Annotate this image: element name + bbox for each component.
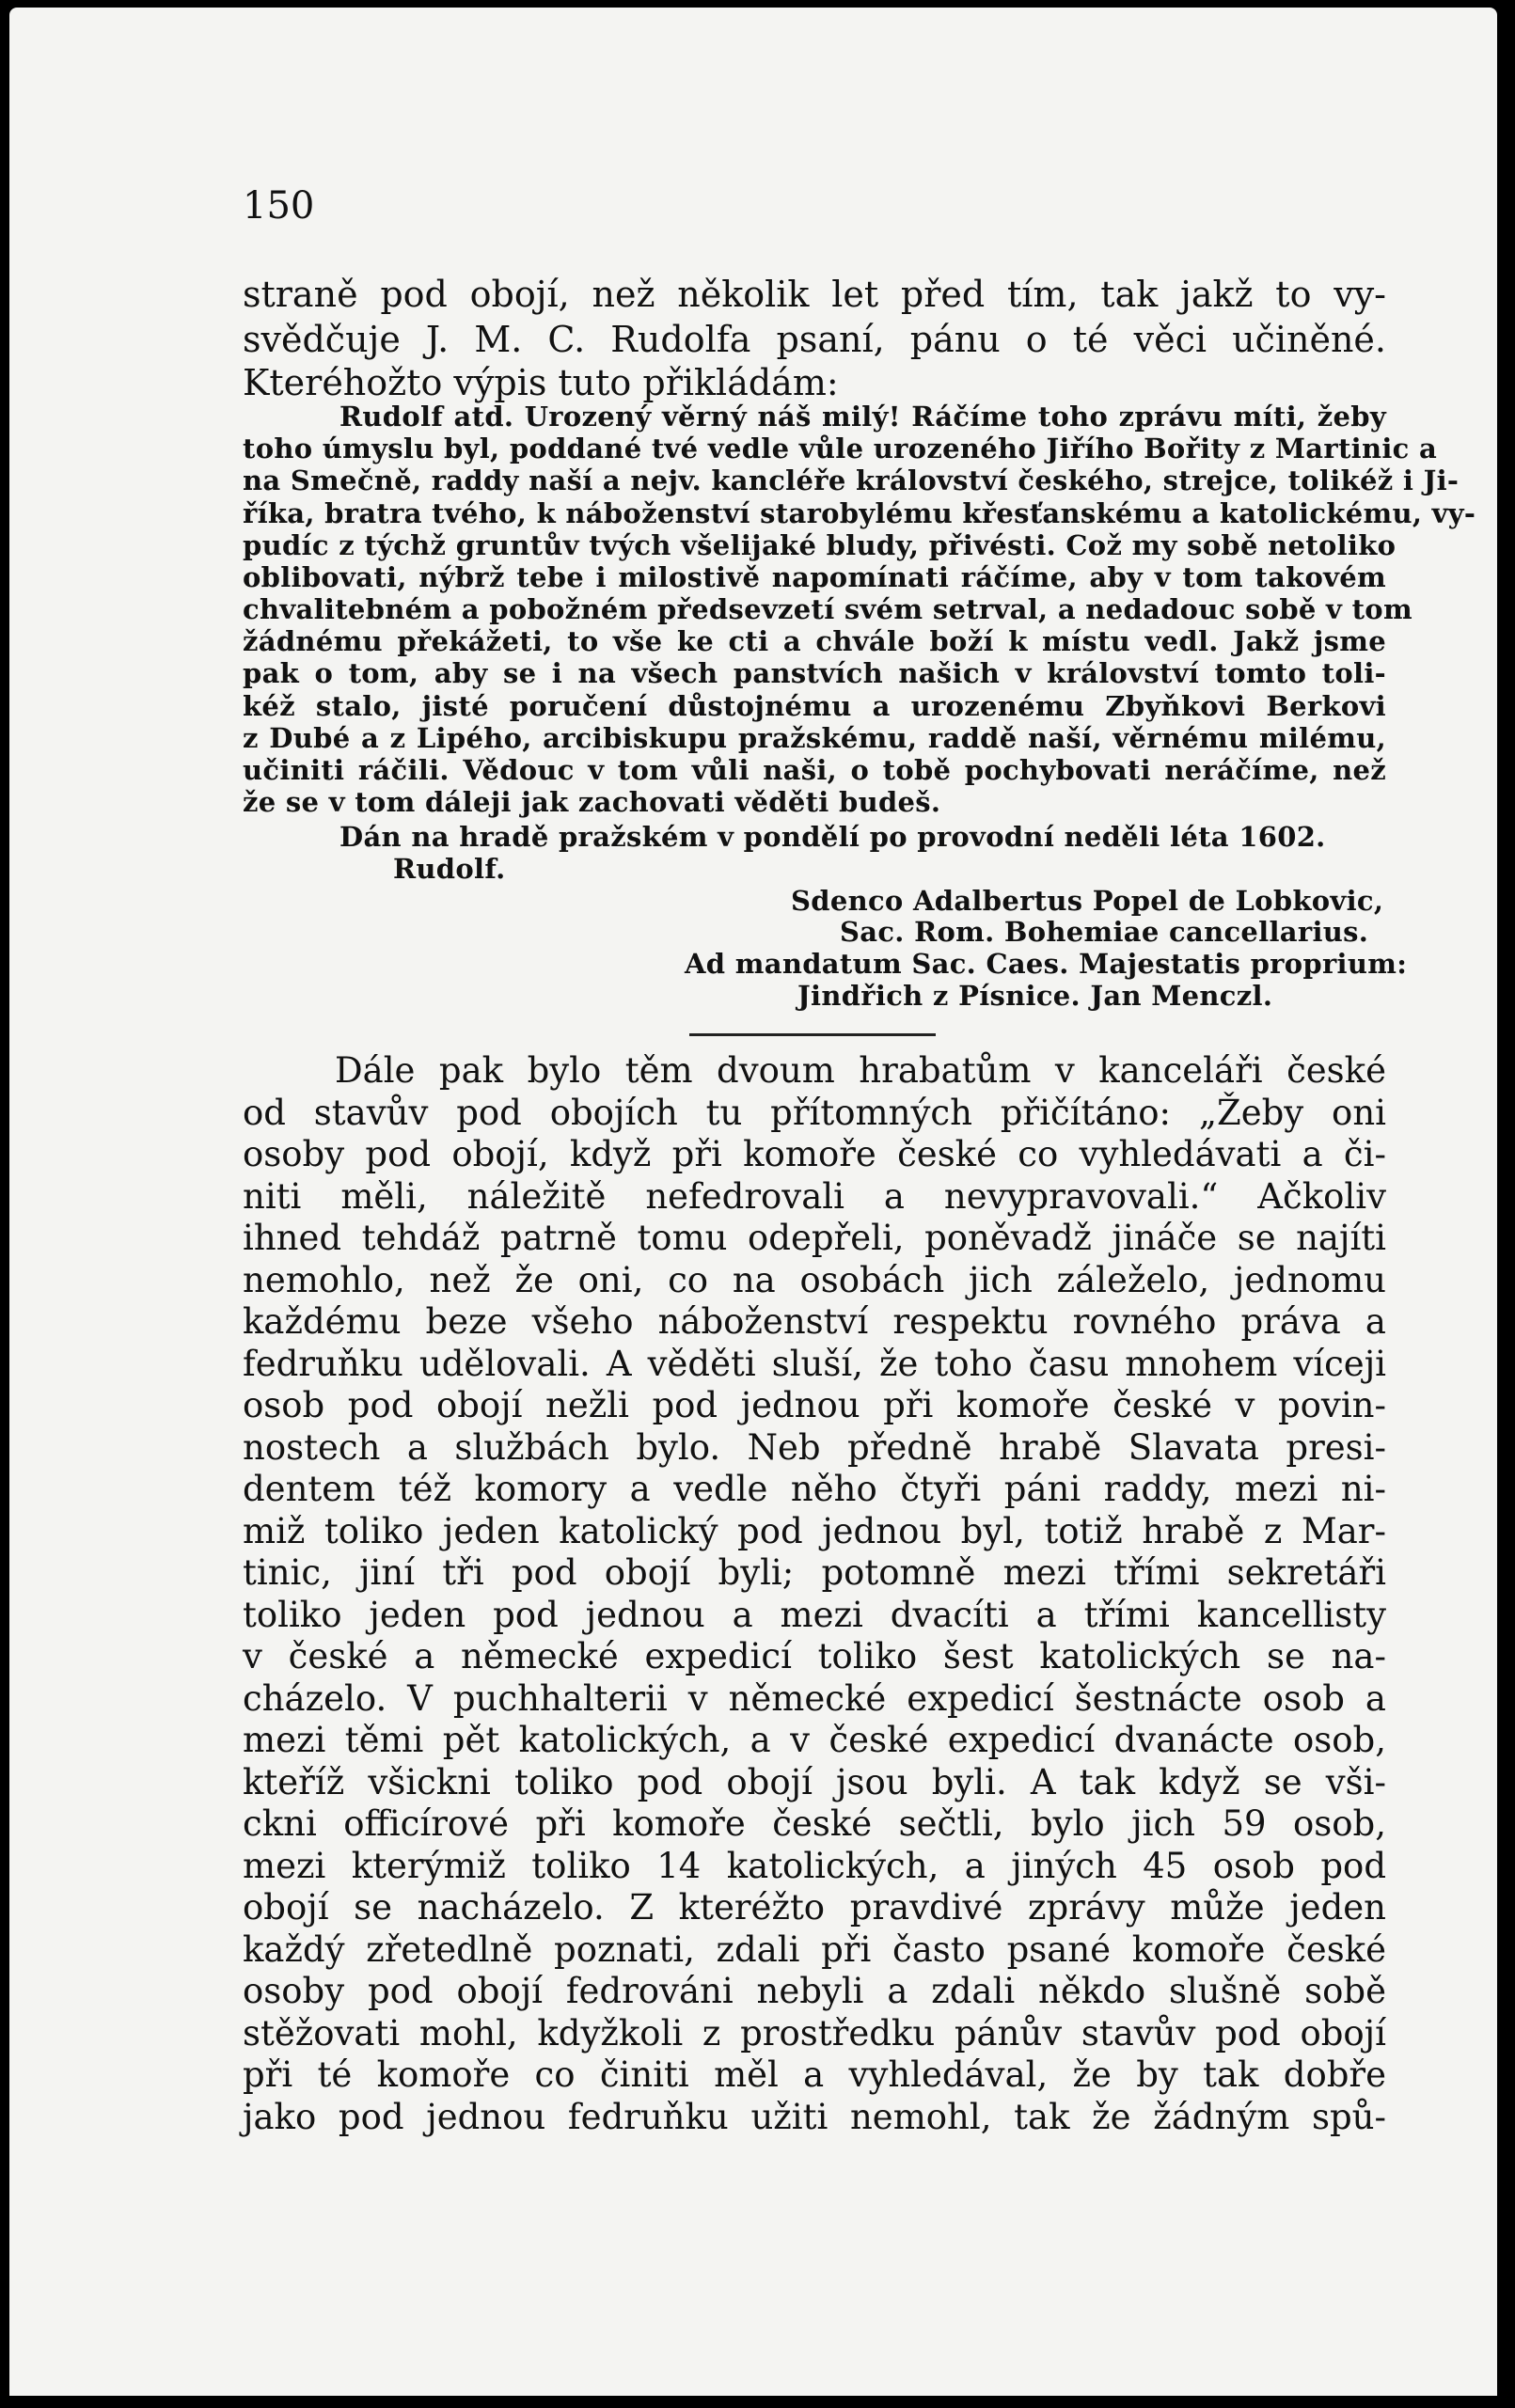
page-number: 150 bbox=[243, 184, 315, 228]
secretaries-line: Jindřich z Písnice. Jan Menczl. bbox=[797, 980, 1273, 1012]
letter-date: Dán na hradě pražském v pondělí po provodní neděli léta 1602. bbox=[339, 821, 1326, 853]
text-line: chvalitebném a pobožném předsevzetí svém setrval, a nedadouc sobě v tom bbox=[243, 593, 1412, 625]
text-line: niti měli, náležitě nefedrovali a nevypravovali.“ Ačkoliv bbox=[243, 1176, 1386, 1217]
text-line: na Smečně, raddy naší a nejv. kancléře království českého, strejce, tolikéž i Ji- bbox=[243, 464, 1460, 496]
mandatum-line: Ad mandatum Sac. Caes. Majestatis proprium: bbox=[685, 948, 1408, 980]
text-line: žádnému překážeti, to vše ke cti a chvále boží k místu vedl. Jakž jsme bbox=[243, 625, 1386, 657]
text-line: mezi kterýmiž toliko 14 katolických, a jiných 45 osob pod bbox=[243, 1846, 1386, 1886]
text-line: kéž stalo, jisté poručení důstojnému a urozenému Zbyňkovi Berkovi bbox=[243, 690, 1386, 722]
text-line: nemohlo, než že oni, co na osobách jich záleželo, jednomu bbox=[243, 1260, 1386, 1300]
text-line: cházelo. V puchhalterii v německé expedicí šestnácte osob a bbox=[243, 1678, 1386, 1719]
text-line: kteříž všickni toliko pod obojí jsou byli. A tak když se vši- bbox=[243, 1762, 1386, 1802]
text-line: tinic, jiní tři pod obojí byli; potomně mezi třími sekretáři bbox=[243, 1552, 1386, 1593]
text-line: osoby pod obojí, když při komoře české co vyhledávati a či- bbox=[243, 1134, 1386, 1174]
text-line: při té komoře co činiti měl a vyhledával, že by tak dobře bbox=[243, 2054, 1386, 2095]
text-line: každý zřetedlně poznati, zdali při často psané komoře české bbox=[243, 1929, 1386, 1970]
text-line: Kteréhožto výpis tuto přikládám: bbox=[243, 362, 839, 403]
text-line: ihned tehdáž patrně tomu odepřeli, poněvadž jináče se najíti bbox=[243, 1218, 1386, 1258]
text-line: mezi těmi pět katolických, a v české expedicí dvanácte osob, bbox=[243, 1720, 1386, 1760]
text-line: osob pod obojí nežli pod jednou při komoře české v povin- bbox=[243, 1385, 1386, 1425]
text-line: osoby pod obojí fedrováni nebyli a zdali někdo slušně sobě bbox=[243, 1971, 1386, 2011]
text-line: toho úmyslu byl, poddané tvé vedle vůle urozeného Jiřího Bořity z Martinic a bbox=[243, 433, 1438, 464]
text-line: oblibovati, nýbrž tebe i milostivě napomínati ráčíme, aby v tom takovém bbox=[243, 561, 1386, 593]
text-line: nostech a službách bylo. Neb předně hrabě Slavata presi- bbox=[243, 1427, 1386, 1468]
text-line: miž toliko jeden katolický pod jednou byl, totiž hrabě z Mar- bbox=[243, 1511, 1386, 1551]
text-line: z Dubé a z Lipého, arcibiskupu pražskému, raddě naší, věrnému milému, bbox=[243, 722, 1386, 754]
text-line: pak o tom, aby se i na všech panstvích našich v království tomto toli- bbox=[243, 657, 1386, 689]
text-line: fedruňku udělovali. A věděti sluší, že toho času mnohem víceji bbox=[243, 1344, 1386, 1384]
text-line: straně pod obojí, než několik let před tím, tak jakž to vy- bbox=[243, 274, 1386, 315]
text-line: Rudolf atd. Urozený věrný náš milý! Ráčíme toho zprávu míti, žeby bbox=[339, 401, 1386, 433]
letter-signature: Rudolf. bbox=[393, 853, 506, 885]
text-line: stěžovati mohl, kdyžkoli z prostředku pánův stavův pod obojí bbox=[243, 2013, 1386, 2054]
text-line: učiniti ráčili. Vědouc v tom vůli naši, o tobě pochybovati neráčíme, než bbox=[243, 754, 1386, 786]
text-line: že se v tom dáleji jak zachovati věděti budeš. bbox=[243, 786, 941, 818]
cancellarius-title: Sac. Rom. Bohemiae cancellarius. bbox=[840, 916, 1369, 948]
text-line: ckni officírové při komoře české sečtli, bylo jich 59 osob, bbox=[243, 1803, 1386, 1844]
cancellarius-name: Sdenco Adalbertus Popel de Lobkovic, bbox=[791, 885, 1384, 917]
text-line: obojí se nacházelo. Z kteréžto pravdivé zprávy může jeden bbox=[243, 1887, 1386, 1928]
text-line: dentem též komory a vedle něho čtyři páni raddy, mezi ni- bbox=[243, 1469, 1386, 1509]
text-line: říka, bratra tvého, k náboženství starobylému křesťanskému a katolickému, vy- bbox=[243, 497, 1476, 529]
text-line: každému beze všeho náboženství respektu rovného práva a bbox=[243, 1301, 1386, 1342]
text-line: pudíc z týchž gruntův tvých všelijaké bludy, přivésti. Což my sobě netoliko bbox=[243, 529, 1397, 561]
text-line: toliko jeden pod jednou a mezi dvacíti a třími kancellisty bbox=[243, 1595, 1386, 1635]
text-line: v české a německé expedicí toliko šest katolických se na- bbox=[243, 1636, 1386, 1676]
text-line: svědčuje J. M. C. Rudolfa psaní, pánu o té věci učiněné. bbox=[243, 319, 1386, 360]
text-line: jako pod jednou fedruňku užiti nemohl, tak že žádným spů- bbox=[243, 2097, 1386, 2137]
text-line: Dále pak bylo těm dvoum hrabatům v kanceláři české bbox=[335, 1050, 1386, 1091]
section-divider bbox=[689, 1033, 936, 1036]
book-page bbox=[9, 8, 1497, 2396]
text-line: od stavův pod obojích tu přítomných přičítáno: „Žeby oni bbox=[243, 1093, 1386, 1133]
